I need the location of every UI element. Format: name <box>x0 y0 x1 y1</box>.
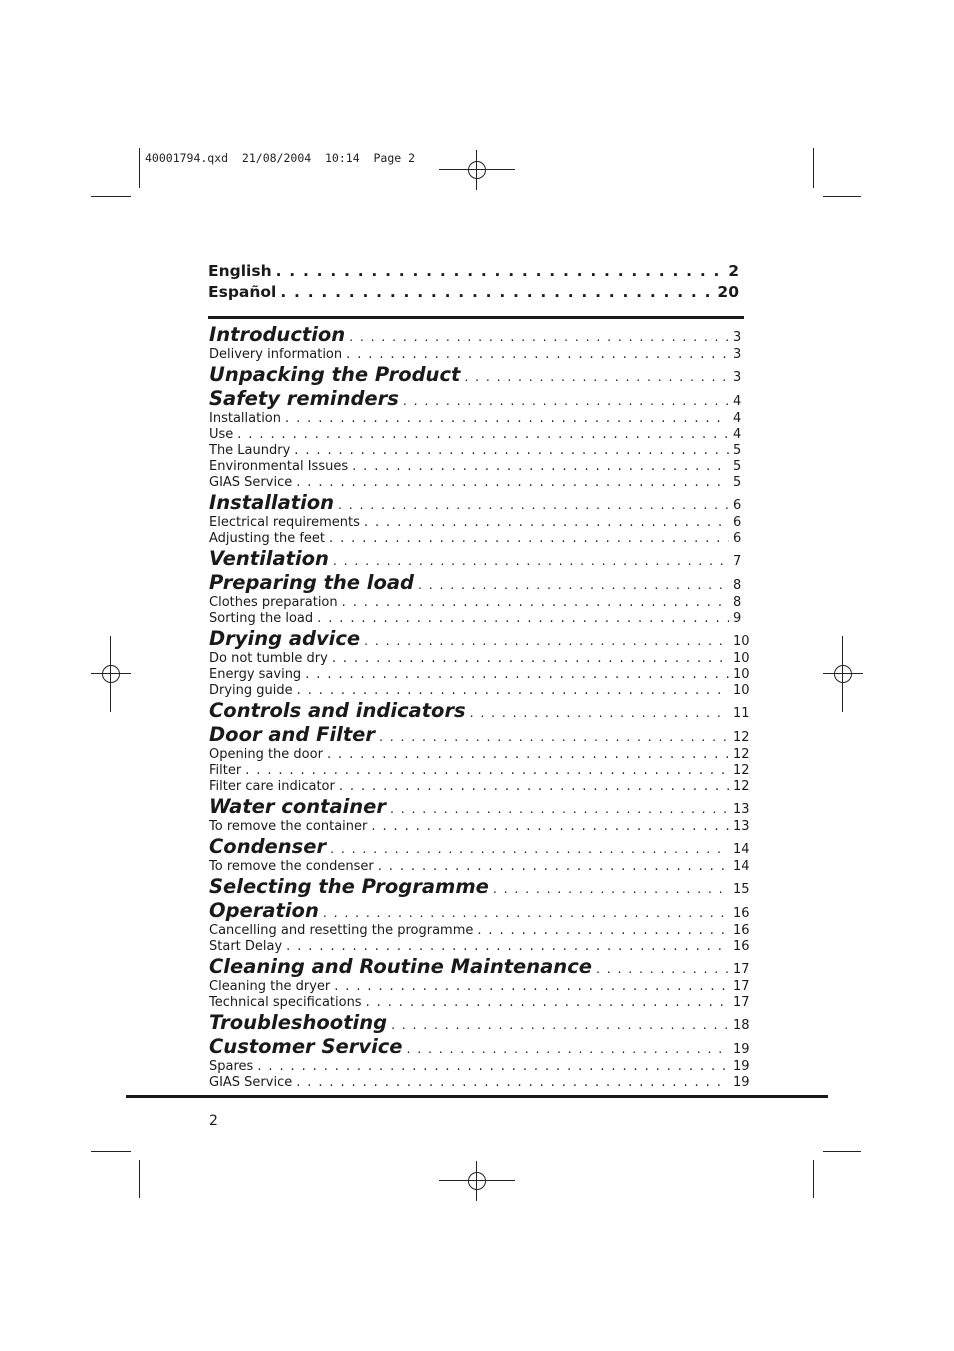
crop-mark <box>91 1151 131 1152</box>
dot-leader <box>280 283 713 301</box>
language-page: 20 <box>717 283 739 301</box>
toc-label: GIAS Service <box>209 475 293 490</box>
toc-label: Installation <box>209 411 282 426</box>
language-entry-espanol[interactable] <box>208 283 739 305</box>
dot-leader <box>493 881 729 896</box>
toc-subentry[interactable] <box>209 667 750 683</box>
dot-leader <box>379 729 729 744</box>
toc-label: Introduction <box>209 323 346 346</box>
toc-label: Controls and indicators <box>209 699 466 722</box>
toc-label: Drying guide <box>209 683 293 698</box>
toc-heading[interactable] <box>209 627 750 651</box>
toc-label: Environmental Issues <box>209 459 349 474</box>
toc-subentry[interactable] <box>209 939 750 955</box>
toc-page: 16 <box>733 923 750 938</box>
crop-mark <box>823 1151 861 1152</box>
toc-label: Cleaning and Routine Maintenance <box>209 955 592 978</box>
toc-heading[interactable] <box>209 363 741 387</box>
toc-subentry[interactable] <box>209 923 750 939</box>
toc-subentry[interactable] <box>209 683 750 699</box>
dot-leader <box>297 683 729 698</box>
toc-page: 16 <box>733 939 750 954</box>
toc-label: Start Delay <box>209 939 283 954</box>
dot-leader <box>470 705 729 720</box>
toc-label: Spares <box>209 1059 254 1074</box>
toc-subentry[interactable] <box>209 995 750 1011</box>
dot-leader <box>418 577 729 592</box>
toc-subentry[interactable] <box>209 611 741 627</box>
dot-leader <box>333 553 729 568</box>
dot-leader <box>339 779 729 794</box>
dot-leader <box>403 393 729 408</box>
toc-page: 3 <box>733 370 742 385</box>
toc-page: 12 <box>733 730 750 745</box>
toc-page: 5 <box>733 459 742 474</box>
crop-mark <box>139 1160 140 1198</box>
dot-leader <box>286 939 729 954</box>
toc-label: Sorting the load <box>209 611 314 626</box>
toc-page: 19 <box>733 1042 750 1057</box>
dot-leader <box>330 841 729 856</box>
toc-page: 4 <box>733 411 742 426</box>
toc-label: Customer Service <box>209 1035 403 1058</box>
toc-label: To remove the condenser <box>209 859 374 874</box>
toc-label: Unpacking the Product <box>209 363 461 386</box>
toc-label: Drying advice <box>209 627 361 650</box>
toc-label: Filter <box>209 763 242 778</box>
toc-label: Cleaning the dryer <box>209 979 331 994</box>
toc-page: 14 <box>733 859 750 874</box>
toc-page: 13 <box>733 819 750 834</box>
language-label: English <box>208 262 272 280</box>
dot-leader <box>294 443 729 458</box>
toc-page: 15 <box>733 882 750 897</box>
crop-mark <box>813 148 814 188</box>
registration-mark-icon <box>457 150 497 190</box>
toc-page: 4 <box>733 394 742 409</box>
toc-page: 19 <box>733 1075 750 1090</box>
printer-slug: 40001794.qxd 21/08/2004 10:14 Page 2 <box>145 151 416 165</box>
toc-page: 5 <box>733 475 742 490</box>
registration-mark-icon <box>823 654 863 694</box>
toc-page: 10 <box>733 683 750 698</box>
toc-page: 17 <box>733 962 750 977</box>
toc-page: 7 <box>733 554 742 569</box>
dot-leader <box>329 531 729 546</box>
dot-leader <box>296 1075 729 1090</box>
toc-heading[interactable] <box>209 699 750 723</box>
dot-leader <box>477 923 729 938</box>
toc-label: Safety reminders <box>209 387 399 410</box>
toc-label: Door and Filter <box>209 723 376 746</box>
toc-subentry[interactable] <box>209 979 750 995</box>
toc-subentry[interactable] <box>209 347 741 363</box>
dot-leader <box>332 651 729 666</box>
toc-subentry[interactable] <box>209 1075 750 1091</box>
toc-label: Electrical requirements <box>209 515 360 530</box>
toc-page: 8 <box>733 595 742 610</box>
toc-label: Technical specifications <box>209 995 362 1010</box>
dot-leader <box>346 347 729 362</box>
toc-heading[interactable] <box>209 1011 750 1035</box>
toc-label: Energy saving <box>209 667 302 682</box>
toc-page: 17 <box>733 979 750 994</box>
toc-heading[interactable] <box>209 571 741 595</box>
toc-page: 9 <box>733 611 742 626</box>
dot-leader <box>285 411 729 426</box>
toc-page: 12 <box>733 747 750 762</box>
toc-page: 11 <box>733 706 750 721</box>
toc-page: 16 <box>733 906 750 921</box>
dot-leader <box>596 961 729 976</box>
dot-leader <box>364 633 729 648</box>
dot-leader <box>342 595 729 610</box>
language-page: 2 <box>728 262 739 280</box>
toc-page: 12 <box>733 763 750 778</box>
registration-mark-icon <box>91 654 131 694</box>
toc-heading[interactable] <box>209 795 750 819</box>
toc-label: Adjusting the feet <box>209 531 326 546</box>
toc-label: Filter care indicator <box>209 779 335 794</box>
toc-heading[interactable] <box>209 955 750 979</box>
toc-page: 3 <box>733 347 742 362</box>
toc-label: Delivery information <box>209 347 343 362</box>
dot-leader <box>334 979 729 994</box>
toc-heading[interactable] <box>209 899 750 923</box>
dot-leader <box>323 905 729 920</box>
toc-subentry[interactable] <box>209 859 750 875</box>
toc-subentry[interactable] <box>209 459 741 475</box>
dot-leader <box>390 801 729 816</box>
toc-subentry[interactable] <box>209 819 750 835</box>
toc-page: 10 <box>733 634 750 649</box>
dot-leader <box>305 667 729 682</box>
crop-mark <box>823 196 861 197</box>
dot-leader <box>327 747 729 762</box>
dot-leader <box>237 427 729 442</box>
dot-leader <box>391 1017 729 1032</box>
toc-subentry[interactable] <box>209 651 750 667</box>
toc-label: Installation <box>209 491 335 514</box>
toc-page: 8 <box>733 578 742 593</box>
toc-heading[interactable] <box>209 491 741 515</box>
toc-label: Water container <box>209 795 387 818</box>
toc-subentry[interactable] <box>209 531 741 547</box>
toc-subentry[interactable] <box>209 515 741 531</box>
dot-leader <box>407 1041 729 1056</box>
divider <box>208 316 744 319</box>
toc-page: 18 <box>733 1018 750 1033</box>
toc-label: Opening the door <box>209 747 323 762</box>
toc-label: To remove the container <box>209 819 368 834</box>
toc-heading[interactable] <box>209 835 750 859</box>
toc-label: Use <box>209 427 234 442</box>
toc-page: 12 <box>733 779 750 794</box>
dot-leader <box>245 763 729 778</box>
dot-leader <box>317 611 729 626</box>
dot-leader <box>257 1059 729 1074</box>
dot-leader <box>371 819 729 834</box>
dot-leader <box>464 369 729 384</box>
toc-subentry[interactable] <box>209 595 741 611</box>
table-of-contents <box>209 323 750 1091</box>
toc-subentry[interactable] <box>209 747 750 763</box>
toc-heading[interactable] <box>209 723 750 747</box>
toc-label: Operation <box>209 899 319 922</box>
crop-mark <box>139 148 140 188</box>
toc-label: Do not tumble dry <box>209 651 328 666</box>
dot-leader <box>349 329 729 344</box>
divider <box>126 1095 828 1098</box>
toc-label: Clothes preparation <box>209 595 338 610</box>
toc-page: 5 <box>733 443 742 458</box>
toc-page: 17 <box>733 995 750 1010</box>
toc-page: 4 <box>733 427 742 442</box>
dot-leader <box>366 995 729 1010</box>
toc-page: 6 <box>733 498 742 513</box>
toc-page: 3 <box>733 330 742 345</box>
toc-label: Ventilation <box>209 547 329 570</box>
toc-subentry[interactable] <box>209 763 750 779</box>
toc-page: 6 <box>733 515 742 530</box>
toc-page: 19 <box>733 1059 750 1074</box>
page-number: 2 <box>209 1113 218 1129</box>
toc-label: Preparing the load <box>209 571 414 594</box>
toc-heading[interactable] <box>209 323 741 347</box>
registration-mark-icon <box>457 1161 497 1201</box>
toc-page: 6 <box>733 531 742 546</box>
toc-label: GIAS Service <box>209 1075 293 1090</box>
dot-leader <box>338 497 729 512</box>
toc-heading[interactable] <box>209 875 750 899</box>
toc-label: Troubleshooting <box>209 1011 388 1034</box>
toc-subentry[interactable] <box>209 475 741 491</box>
toc-subentry[interactable] <box>209 443 741 459</box>
toc-label: Condenser <box>209 835 327 858</box>
toc-subentry[interactable] <box>209 779 750 795</box>
language-label: Español <box>208 283 277 301</box>
crop-mark <box>91 196 131 197</box>
toc-page: 13 <box>733 802 750 817</box>
dot-leader <box>296 475 729 490</box>
toc-label: Cancelling and resetting the programme <box>209 923 474 938</box>
toc-heading[interactable] <box>209 387 741 411</box>
toc-heading[interactable] <box>209 547 741 571</box>
toc-heading[interactable] <box>209 1035 750 1059</box>
toc-page: 10 <box>733 651 750 666</box>
dot-leader <box>364 515 729 530</box>
dot-leader <box>276 262 725 280</box>
toc-subentry[interactable] <box>209 411 741 427</box>
toc-label: Selecting the Programme <box>209 875 489 898</box>
toc-label: The Laundry <box>209 443 291 458</box>
crop-mark <box>813 1160 814 1198</box>
toc-page: 10 <box>733 667 750 682</box>
toc-page: 14 <box>733 842 750 857</box>
toc-subentry[interactable] <box>209 1059 750 1075</box>
dot-leader <box>378 859 729 874</box>
language-entry-english[interactable] <box>208 262 739 284</box>
dot-leader <box>352 459 729 474</box>
toc-subentry[interactable] <box>209 427 741 443</box>
